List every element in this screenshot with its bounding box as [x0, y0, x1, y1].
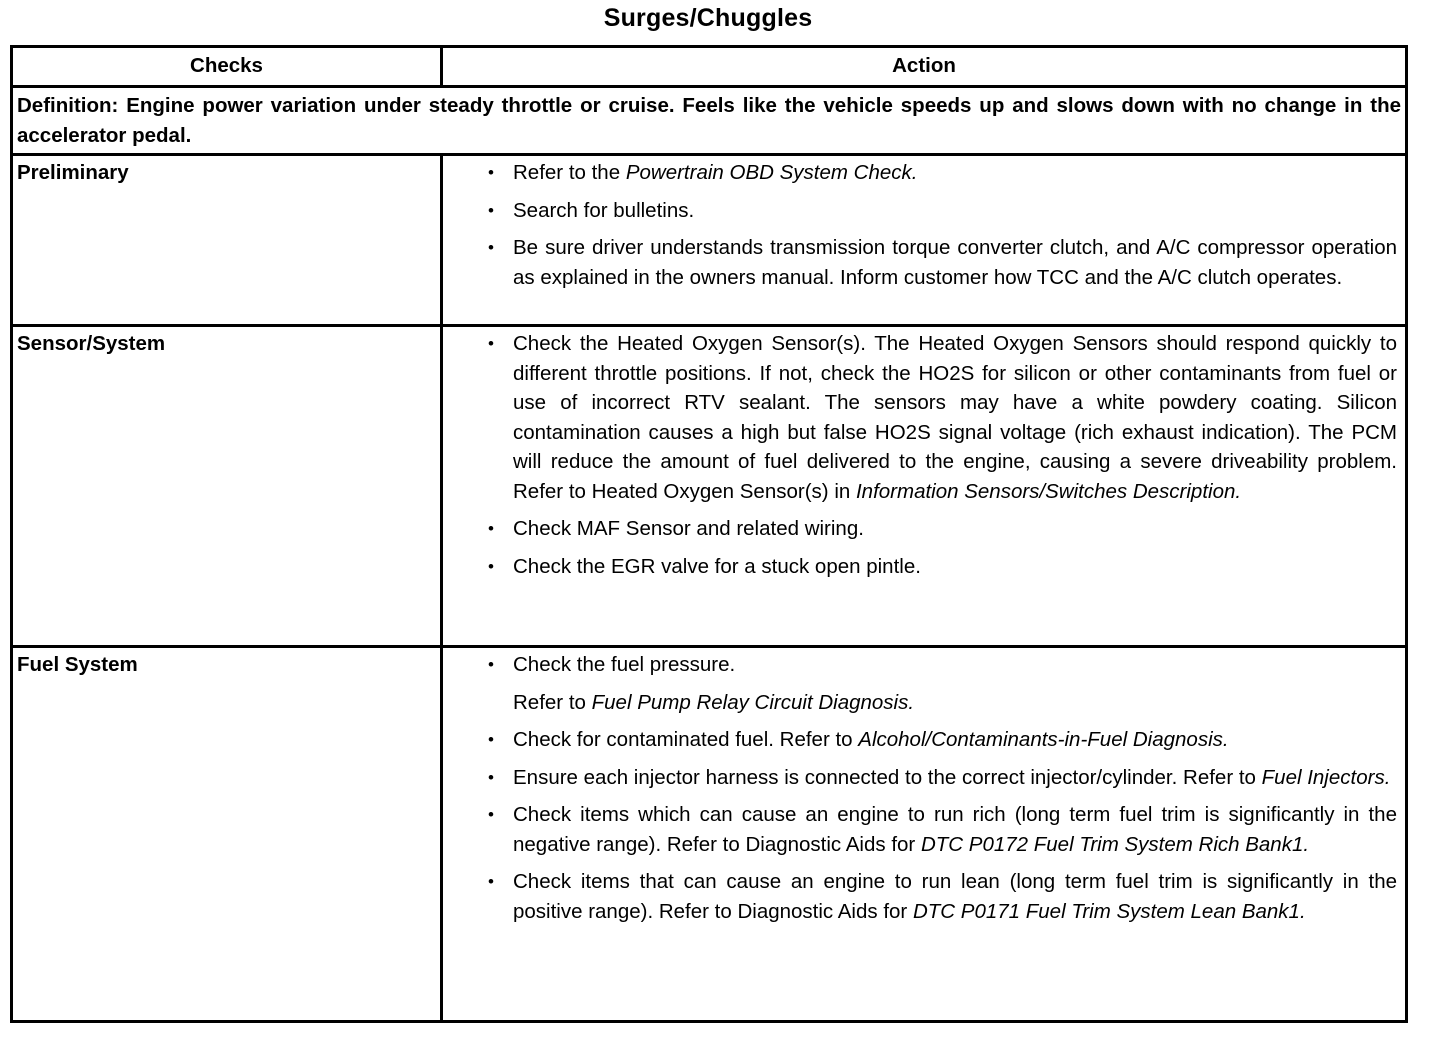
action-item: • Check the fuel pressure.: [513, 650, 1397, 680]
action-cell: [442, 326, 1407, 647]
header-row: [12, 47, 1407, 87]
reference-link: DTC P0172 Fuel Trim System Rich Bank1.: [920, 832, 1310, 856]
action-item: • Check MAF Sensor and related wiring.: [513, 514, 1397, 544]
definition-row: [12, 87, 1407, 155]
table-row: [12, 647, 1407, 1022]
check-fuel-system: Fuel System: [12, 647, 442, 1022]
table-row: [12, 326, 1407, 647]
page-title: Surges/Chuggles: [603, 4, 813, 32]
action-item: Refer to Fuel Pump Relay Circuit Diagnosis.: [513, 690, 915, 714]
action-item: • Check items which can cause an engine to run rich (long term fuel trim is significantly in the negative range). Refer to Diagnostic Aids for DTC P0172 Fuel Trim System Rich Bank1.: [513, 800, 1397, 859]
action-item: • Check the EGR valve for a stuck open pintle.: [513, 552, 1397, 582]
reference-link: Fuel Injectors.: [1261, 765, 1391, 789]
check-sensor-system: Sensor/System: [12, 326, 442, 647]
definition-text: Definition: Engine power variation under steady throttle or cruise. Feels like the vehicle speeds up and slows down with no change in the accelerator pedal.: [12, 87, 1407, 155]
diagnostic-table: [10, 45, 1408, 1023]
action-list: [447, 648, 1401, 928]
action-item: • Search for bulletins.: [513, 196, 1397, 226]
action-item: • Check for contaminated fuel. Refer to Alcohol/Contaminants-in-Fuel Diagnosis.: [513, 725, 1397, 755]
reference-link: Powertrain OBD System Check.: [625, 161, 918, 184]
reference-link: Alcohol/Contaminants-in-Fuel Diagnosis.: [858, 728, 1229, 751]
action-list: [447, 327, 1401, 583]
table-row: [12, 155, 1407, 326]
action-item: • Be sure driver understands transmission torque converter clutch, and A/C compressor operation as explained in the owners manual. Inform customer how TCC and the A/C clutch operates.: [513, 233, 1397, 292]
action-item: • Refer to the Powertrain OBD System Check.: [513, 158, 1397, 188]
action-cell: [442, 155, 1407, 326]
action-list: [447, 156, 1401, 294]
reference-link: DTC P0171 Fuel Trim System Lean Bank1.: [912, 899, 1306, 923]
reference-link: Information Sensors/Switches Description.: [855, 479, 1242, 503]
reference-link: Fuel Pump Relay Circuit Diagnosis.: [591, 690, 915, 714]
action-item: • Ensure each injector harness is connected to the correct injector/cylinder. Refer to Fuel Injectors.: [513, 763, 1397, 793]
header-action: Action: [442, 47, 1407, 87]
action-item: • Check the Heated Oxygen Sensor(s). The Heated Oxygen Sensors should respond quickly to different throttle positions. If not, check the HO2S for silicon or other contaminants from fuel or use of incorrect RTV sealant. The sensors may have a white powdery coating. Silicon contamination causes a high but false HO2S signal voltage (rich exhaust indication). The PCM will reduce the amount of fuel delivered to the engine, causing a severe driveability problem. Refer to Heated Oxygen Sensor(s) in Information Sensors/Switches Description.: [513, 329, 1397, 506]
check-preliminary: Preliminary: [12, 155, 442, 326]
action-cell: [442, 647, 1407, 1022]
header-checks: Checks: [12, 47, 442, 87]
action-item: • Check items that can cause an engine to run lean (long term fuel trim is significantly in the positive range). Refer to Diagnostic Aids for DTC P0171 Fuel Trim System Lean Bank1.: [513, 867, 1397, 926]
